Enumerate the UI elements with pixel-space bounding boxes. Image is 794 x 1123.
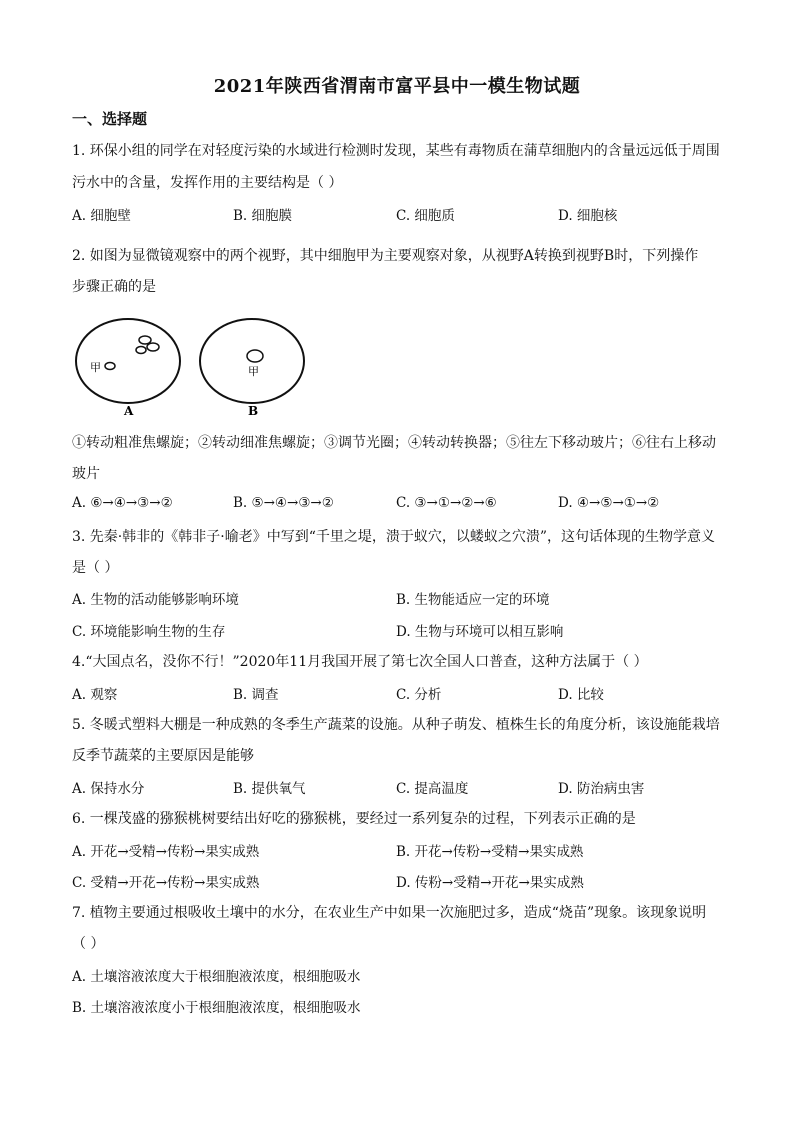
q1-option-b: B. 细胞膜 (233, 208, 293, 224)
microscope-fields-svg (72, 318, 312, 418)
field-a-cell-2 (147, 343, 159, 351)
q7-stem-line2: （ ） (72, 936, 105, 952)
q5-stem-line1: 5. 冬暖式塑料大棚是一种成熟的冬季生产蔬菜的设施。从种子萌发、植株生长的角度分析，该设施能栽培 (72, 717, 720, 733)
q6-stem-line1: 6. 一棵茂盛的猕猴桃树要结出好吃的猕猴桃，要经过一系列复杂的过程，下列表示正确的是 (72, 811, 636, 827)
q7-option-a: A. 土壤溶液浓度大于根细胞液浓度，根细胞吸水 (72, 969, 361, 985)
field-a-label: A (124, 404, 134, 418)
q4-option-c: C. 分析 (396, 687, 442, 703)
q3-option-c: C. 环境能影响生物的生存 (72, 624, 226, 640)
field-a-cell-3 (136, 347, 146, 354)
q4-option-d: D. 比较 (558, 687, 604, 703)
q5-option-d: D. 防治病虫害 (558, 781, 645, 797)
q4-option-a: A. 观察 (72, 687, 118, 703)
q5-option-a: A. 保持水分 (72, 781, 145, 797)
q2-steps-line1: ①转动粗准焦螺旋；②转动细准焦螺旋；③调节光圈；④转动转换器；⑤往左下移动玻片；⑥往右上移动 (72, 435, 716, 451)
q5-option-b: B. 提供氧气 (233, 781, 306, 797)
q2-option-c: C. ③→①→②→⑥ (396, 495, 497, 511)
q2-stem-line2: 步骤正确的是 (72, 279, 156, 295)
q2-option-b: B. ⑤→④→③→② (233, 495, 334, 511)
q2-option-d: D. ④→⑤→①→② (558, 495, 660, 511)
q3-option-d: D. 生物与环境可以相互影响 (396, 624, 564, 640)
field-a-cell-jia (105, 363, 115, 370)
q1-option-a: A. 细胞壁 (72, 208, 131, 224)
field-b-cell-jia (247, 350, 263, 362)
q4-option-b: B. 调查 (233, 687, 279, 703)
field-b-label: B (248, 404, 259, 418)
field-a-cell-label: 甲 (90, 361, 101, 374)
q2-stem-line1: 2. 如图为显微镜观察中的两个视野，其中细胞甲为主要观察对象，从视野A转换到视野B时，下列操作 (72, 248, 699, 264)
field-b-cell-label: 甲 (248, 365, 259, 378)
q3-stem-line1: 3. 先秦·韩非的《韩非子·喻老》中写到“千里之堤，溃于蚁穴，以蝼蚁之穴溃”，这句话体现的生物学意义 (72, 529, 716, 545)
q3-stem-line2: 是（ ） (72, 560, 119, 576)
q1-option-c: C. 细胞质 (396, 208, 455, 224)
microscope-figure (72, 318, 312, 418)
q7-option-b: B. 土壤溶液浓度小于根细胞液浓度，根细胞吸水 (72, 1000, 361, 1016)
page-title: 2021年陕西省渭南市富平县中一模生物试题 (213, 76, 581, 97)
q1-option-d: D. 细胞核 (558, 208, 618, 224)
field-a-cell-1 (139, 336, 151, 344)
q3-option-a: A. 生物的活动能够影响环境 (72, 592, 239, 608)
q6-option-a: A. 开花→受精→传粉→果实成熟 (72, 844, 260, 860)
q4-stem-line1: 4.“大国点名，没你不行！”2020年11月我国开展了第七次全国人口普查，这种方法属于（ ） (72, 654, 648, 670)
q2-option-a: A. ⑥→④→③→② (72, 495, 173, 511)
q7-stem-line1: 7. 植物主要通过根吸收土壤中的水分，在农业生产中如果一次施肥过多，造成“烧苗”现象。该现象说明 (72, 905, 707, 921)
q1-stem-line1: 1. 环保小组的同学在对轻度污染的水域进行检测时发现，某些有毒物质在蒲草细胞内的含量远远低于周围 (72, 143, 720, 159)
section-heading: 一、选择题 (72, 110, 148, 128)
q2-steps-line2: 玻片 (72, 466, 100, 482)
q3-option-b: B. 生物能适应一定的环境 (396, 592, 550, 608)
q6-option-b: B. 开花→传粉→受精→果实成熟 (396, 844, 584, 860)
q6-option-c: C. 受精→开花→传粉→果实成熟 (72, 875, 260, 891)
q5-option-c: C. 提高温度 (396, 781, 469, 797)
q5-stem-line2: 反季节蔬菜的主要原因是能够 (72, 748, 254, 764)
q1-stem-line2: 污水中的含量，发挥作用的主要结构是（ ） (72, 175, 343, 191)
q6-option-d: D. 传粉→受精→开花→果实成熟 (396, 875, 584, 891)
